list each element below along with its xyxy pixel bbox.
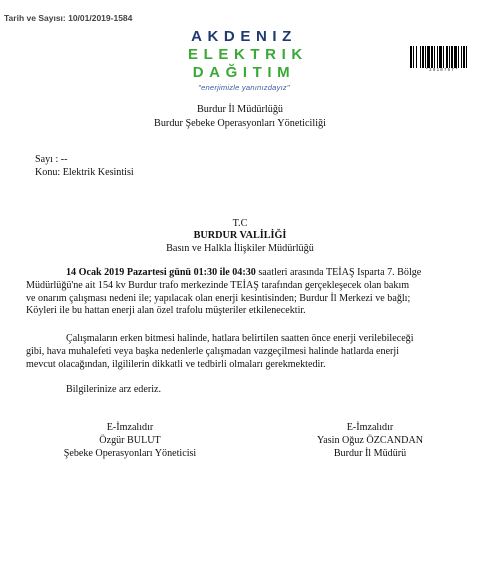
signatory-title: Burdur İl Müdürü xyxy=(333,447,407,459)
logo-line-akdeniz: AKDENIZ xyxy=(191,28,297,45)
signatory-name: Özgür BULUT xyxy=(99,434,161,446)
barcode-digits: *2010757* xyxy=(425,68,459,73)
signature-status: E-İmzalıdır xyxy=(106,422,154,433)
signature-block-left xyxy=(30,422,230,460)
signatory-name: Yasin Oğuz ÖZCANDAN xyxy=(316,434,424,446)
signatory-title: Şebeke Operasyonları Yöneticisi xyxy=(63,447,197,459)
body-paragraph-1: 14 Ocak 2019 Pazartesi günü 01:30 ile 04:30 saatleri arasında TEİAŞ Isparta 7. Bölge Müdürlüğü'ne ait 154 kv Burdur trafo merkezinde TEİAŞ tarafından gerçekleşecek olan bakım ve onarım çalışması nedeni ile; yapılacak olan enerji kesintisinden; Burdur İl Merkezi ve bağlı; Köyleri ile bu hattan enerji alan özel trafolu müşteriler etkilenecektir. xyxy=(26,267,422,317)
document-subject: Konu: Elektrik Kesintisi xyxy=(35,167,134,178)
signature-block-right xyxy=(270,422,470,460)
recipient-department: Basın ve Halkla İlişkiler Müdürlüğü xyxy=(166,243,314,254)
recipient-tc: T.C xyxy=(232,218,248,229)
document-number: Sayı : -- xyxy=(35,154,68,165)
outage-datetime: 14 Ocak 2019 Pazartesi günü 01:30 ile 04:30 xyxy=(66,267,256,278)
company-logo xyxy=(188,28,308,92)
body-paragraph-2: Çalışmaların erken bitmesi halinde, hatlara belirtilen saatten önce enerji verilebileceği gibi, hava muhalefeti veya başka nedenlerle çalışmadan vazgeçilmesi halinde hatlarda enerji mevcut olacağından, ilgililerin dikkatli ve tedbirli olmaları gerekmektedir. xyxy=(26,333,414,370)
closing-line: Bilgilerinize arz ederiz. xyxy=(66,384,161,395)
sender-department: Burdur Şebeke Operasyonları Yöneticiliği xyxy=(154,118,326,129)
sender-unit: Burdur İl Müdürlüğü xyxy=(196,104,284,115)
logo-line-elektrik: ELEKTRIK xyxy=(188,46,308,63)
recipient-governorship: BURDUR VALİLİĞİ xyxy=(193,230,287,241)
reference-date-number: Tarih ve Sayısı: 10/01/2019-1584 xyxy=(4,13,133,23)
logo-line-dagitim: DAĞITIM xyxy=(192,64,296,81)
logo-slogan: "enerjimizle yanınızdayız" xyxy=(198,83,290,92)
signature-status: E-İmzalıdır xyxy=(346,422,394,433)
